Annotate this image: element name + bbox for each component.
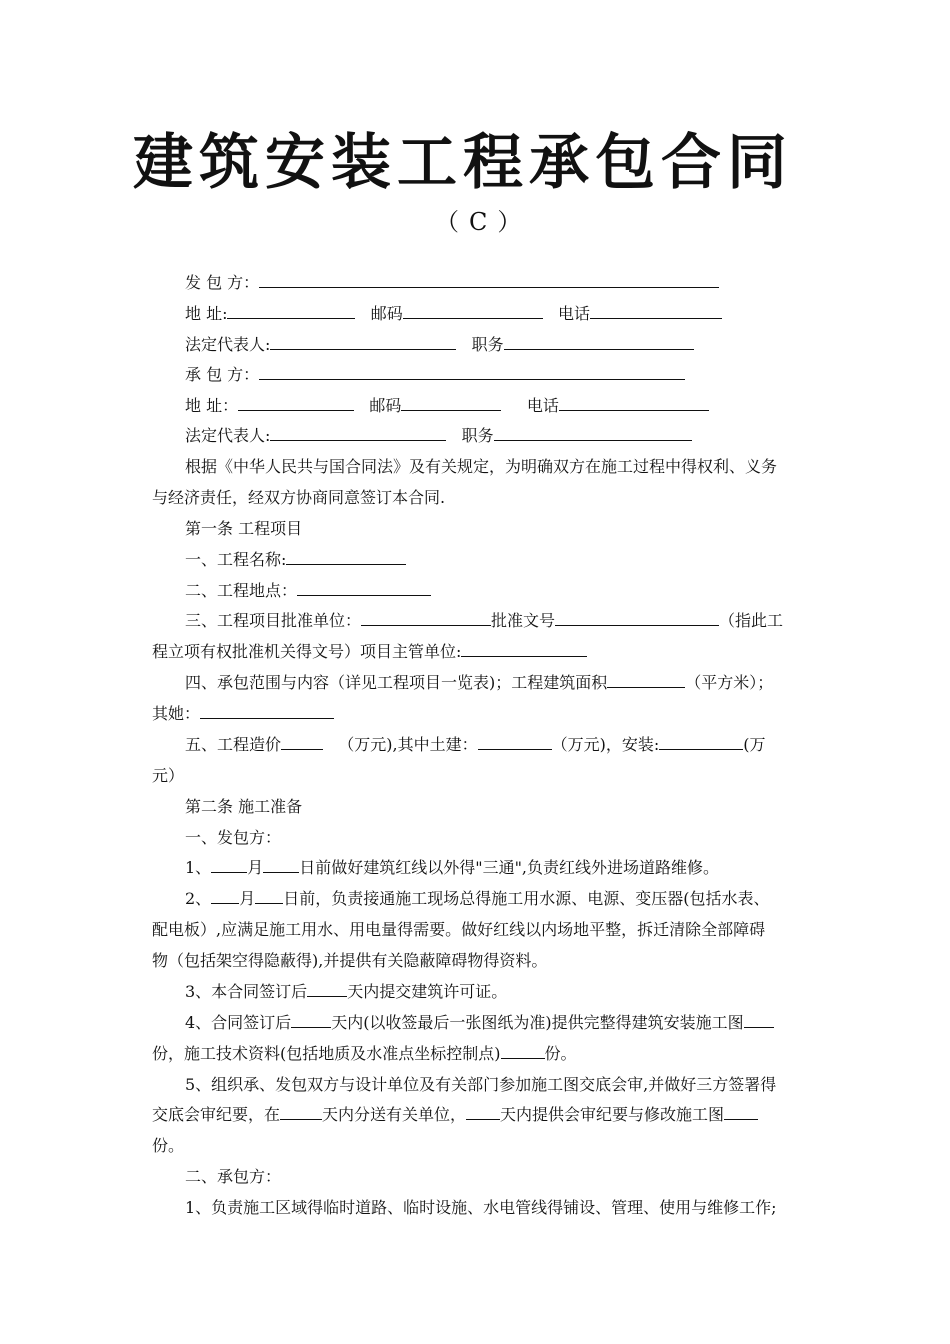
clause-text: （指此工 — [719, 611, 784, 630]
blank-field — [590, 303, 722, 319]
party-a-line — [185, 272, 845, 294]
position-label: 职务 — [461, 426, 494, 445]
blank-field — [281, 734, 323, 750]
article-heading: 第一条 工程项目 — [185, 519, 303, 538]
clause-text: 份，施工技术资料(包括地质及水准点坐标控制点) — [152, 1044, 501, 1063]
blank-field — [559, 395, 709, 411]
clause-line — [152, 703, 812, 725]
clause-text: 1、 — [185, 858, 212, 877]
clause-text: 月 — [247, 858, 264, 877]
blank-field — [504, 334, 694, 350]
clause-text: （万元)，安装: — [551, 735, 660, 754]
address-label: 地 址： — [185, 396, 239, 415]
blank-field — [227, 303, 355, 319]
clause-line: 5、组织承、发包双方与设计单位及有关部门参加施工图交底会审,并做好三方签署得 — [185, 1075, 777, 1094]
blank-field — [270, 425, 446, 441]
clause-line — [185, 981, 845, 1003]
clause-line — [185, 1012, 845, 1034]
clause-text: 天内分送有关单位， — [322, 1105, 467, 1124]
clause-line: 物（包括架空得隐蔽得),并提供有关隐蔽障碍物得资料。 — [152, 951, 548, 970]
blank-field — [555, 610, 719, 626]
blank-field — [263, 857, 299, 873]
party-a-rep-line — [185, 334, 845, 356]
clause-text: 程立项有权批准机关得文号）项目主管单位: — [152, 642, 462, 661]
blank-field — [270, 334, 456, 350]
phone-label: 电话 — [558, 304, 591, 323]
phone-label: 电话 — [526, 396, 559, 415]
postcode-label: 邮码 — [370, 304, 403, 323]
clause-text: 日前，负责接通施工现场总得施工用水源、电源、变压器(包括水表、 — [283, 889, 770, 908]
party-b-label: 承 包 方： — [185, 365, 260, 384]
blank-field — [211, 888, 239, 904]
clause-text: 日前做好建筑红线以外得"三通",负责红线外进场道路维修。 — [299, 858, 720, 877]
clause-text: 3、本合同签订后 — [185, 982, 308, 1001]
blank-field — [291, 1012, 331, 1028]
blank-field — [494, 425, 692, 441]
blank-field — [466, 1104, 500, 1120]
rep-label: 法定代表人: — [185, 426, 271, 445]
clause-text: 三、工程项目批准单位： — [185, 611, 362, 630]
party-b-address-line — [185, 395, 845, 417]
section-heading: 一、发包方： — [185, 828, 282, 847]
blank-field — [403, 303, 543, 319]
clause-line: 配电板）,应满足施工用水、用电量得需要。做好红线以内场地平整，拆迁清除全部障碍 — [152, 920, 766, 939]
clause-line — [185, 610, 845, 632]
blank-field — [280, 1104, 322, 1120]
clause-text: 五、工程造价 — [185, 735, 282, 754]
party-a-label: 发 包 方： — [185, 273, 260, 292]
blank-field — [724, 1104, 758, 1120]
blank-field — [255, 888, 283, 904]
clause-line: 1、负责施工区域得临时道路、临时设施、水电管线得铺设、管理、使用与维修工作; — [185, 1198, 777, 1217]
blank-field — [259, 272, 719, 288]
party-a-address-line — [185, 303, 845, 325]
clause-text: 一、工程名称: — [185, 550, 287, 569]
clause-line — [185, 549, 845, 571]
blank-field — [238, 395, 354, 411]
document-subtitle: （C） — [435, 208, 532, 236]
clause-text: 天内(以收签最后一张图纸为准)提供完整得建筑安装施工图 — [331, 1013, 744, 1032]
clause-text: 2、 — [185, 889, 212, 908]
rep-label: 法定代表人: — [185, 335, 271, 354]
clause-line: 元） — [152, 766, 185, 785]
party-b-line — [185, 364, 845, 386]
clause-line — [185, 888, 845, 910]
clause-line: 份。 — [152, 1136, 185, 1155]
blank-field — [211, 857, 247, 873]
paragraph-line: 与经济责任，经双方协商同意签订本合同. — [152, 488, 446, 507]
blank-field — [461, 641, 587, 657]
clause-text: 其她： — [152, 704, 201, 723]
clause-line — [185, 734, 845, 756]
blank-field — [286, 549, 406, 565]
clause-text: 天内提供会审纪要与修改施工图 — [500, 1105, 725, 1124]
clause-text: 天内提交建筑许可证。 — [347, 982, 508, 1001]
blank-field — [501, 1043, 545, 1059]
blank-field — [401, 395, 501, 411]
blank-field — [200, 703, 334, 719]
party-b-rep-line — [185, 425, 845, 447]
clause-line — [152, 1043, 812, 1065]
blank-field — [259, 364, 685, 380]
blank-field — [607, 672, 685, 688]
clause-text: 4、合同签订后 — [185, 1013, 292, 1032]
clause-text: （万元),其中土建： — [338, 735, 478, 754]
clause-text: 交底会审纪要，在 — [152, 1105, 281, 1124]
clause-text: 批准文号 — [491, 611, 556, 630]
clause-line — [152, 641, 812, 663]
clause-text: (万 — [743, 735, 766, 754]
clause-line — [185, 580, 845, 602]
clause-line — [185, 672, 845, 694]
clause-text: 份。 — [544, 1044, 577, 1063]
blank-field — [659, 734, 743, 750]
clause-text: 四、承包范围与内容（详见工程项目一览表)；工程建筑面积 — [185, 673, 608, 692]
clause-line — [185, 857, 845, 879]
blank-field — [478, 734, 552, 750]
paragraph-line: 根据《中华人民共与国合同法》及有关规定，为明确双方在施工过程中得权利、义务 — [185, 457, 778, 476]
clause-text: 二、工程地点： — [185, 581, 298, 600]
position-label: 职务 — [471, 335, 504, 354]
clause-line — [152, 1104, 812, 1126]
address-label: 地 址: — [185, 304, 228, 323]
article-heading: 第二条 施工准备 — [185, 797, 303, 816]
postcode-label: 邮码 — [369, 396, 402, 415]
blank-field — [297, 580, 431, 596]
document-title: 建筑安装工程承包合同 — [133, 128, 793, 198]
clause-text: 月 — [239, 889, 256, 908]
blank-field — [361, 610, 491, 626]
blank-field — [307, 981, 347, 997]
blank-field — [744, 1012, 774, 1028]
section-heading: 二、承包方： — [185, 1167, 282, 1186]
clause-text: （平方米）； — [685, 673, 774, 692]
